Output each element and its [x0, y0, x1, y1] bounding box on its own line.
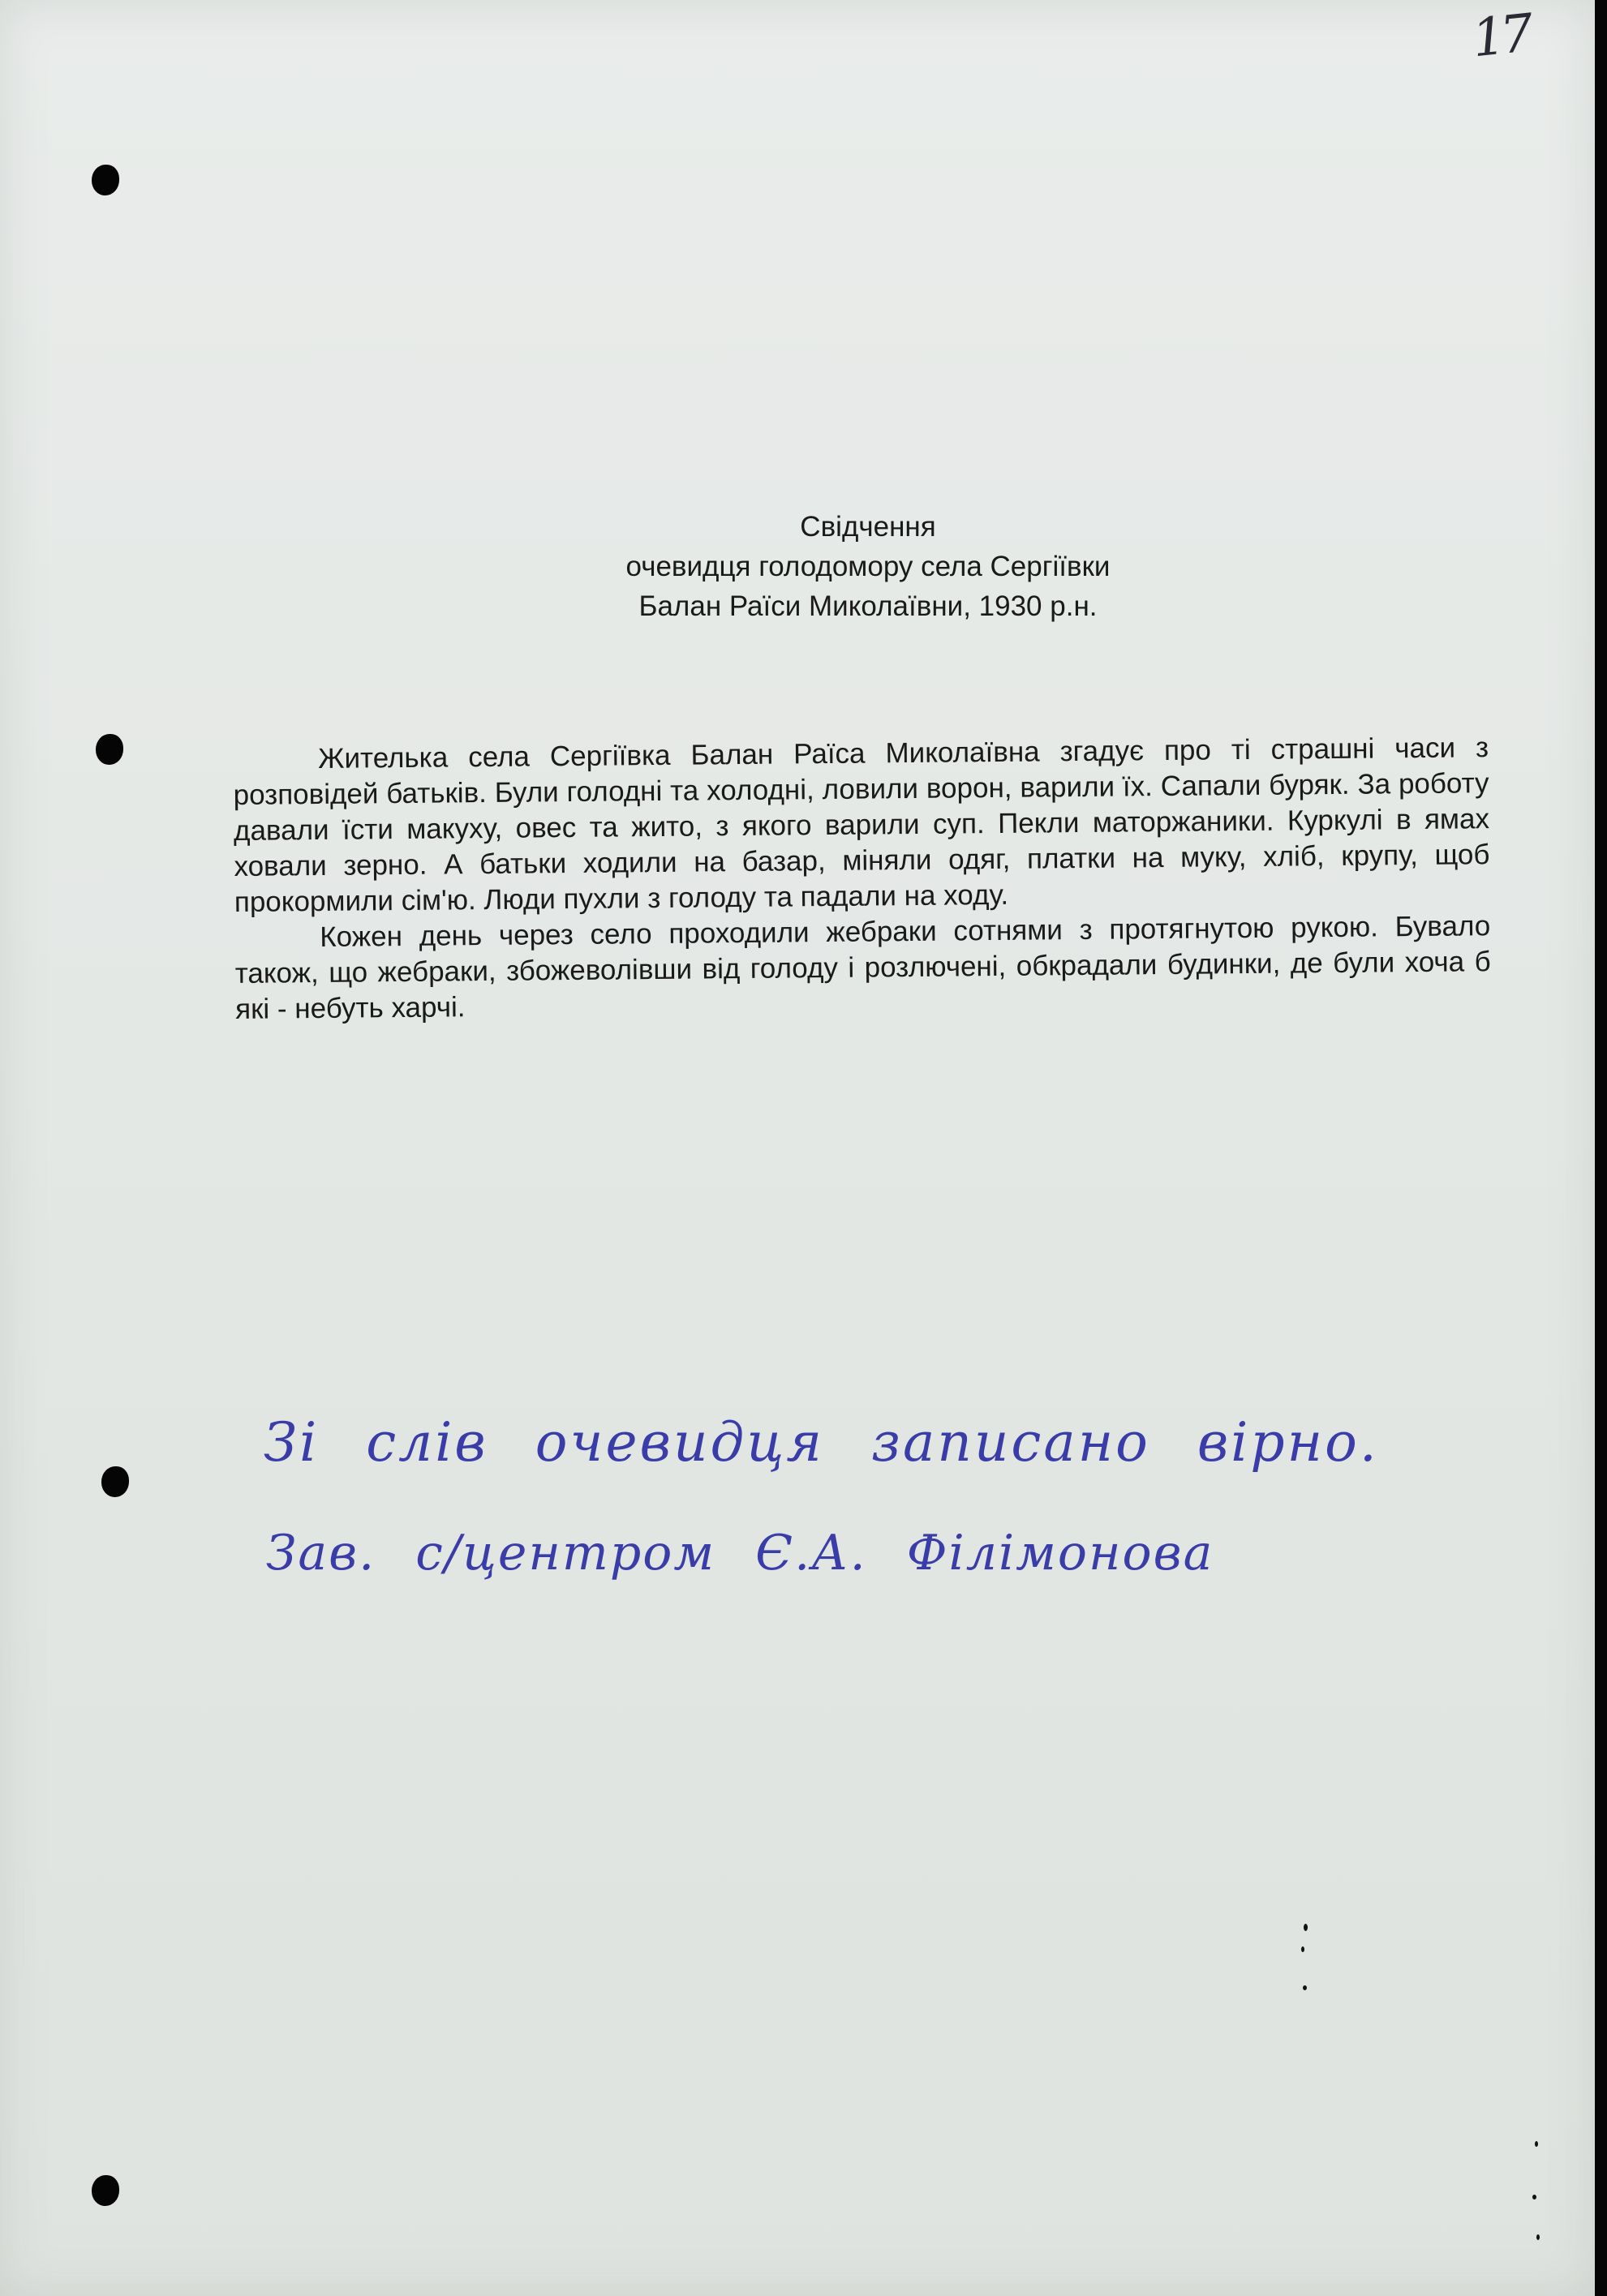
document-heading: [487, 507, 1249, 626]
handwritten-signature-line: Зав. с/центром Є.А. Філімонова: [266, 1525, 1214, 1581]
paper-speck: [1535, 2141, 1538, 2147]
scan-edge: [1595, 0, 1607, 2296]
testimony-body: [233, 730, 1491, 1028]
paper-speck: [1304, 1924, 1308, 1931]
punch-hole-1: [92, 165, 119, 195]
punch-hole-3: [101, 1466, 129, 1497]
paper-speck: [1303, 1985, 1307, 1990]
heading-witness: Балан Раїси Миколаївни, 1930 р.н.: [638, 590, 1098, 622]
heading-title: Свідчення: [800, 511, 936, 543]
punch-hole-4: [92, 2175, 119, 2206]
punch-hole-2: [96, 734, 123, 765]
paper-speck: [1536, 2234, 1540, 2240]
testimony-paragraph-2: Кожен день через село проходили жебраки сотнями з протягнутою рукою. Бувало також, що жебраки, збожеволівши від голоду і розлючені, обкрадали будинки, де були хоча б які - небуть харчі.: [234, 910, 1491, 1025]
page-number: 17: [1469, 3, 1532, 70]
paper-speck: [1532, 2195, 1536, 2199]
paper-speck: [1301, 1946, 1304, 1952]
testimony-paragraph-1: Жителька села Сергіївка Балан Раїса Миколаївна згадує про ті страшні часи з розповідей батьків. Були голодні та холодні, ловили ворон, варили їх. Сапали буряк. За роботу давали їсти макуху, овес та жито, з якого варили суп. Пекли маторжаники. Куркулі в ямах ховали зерно. А батьки ходили на базар, міняли одяг, платки на муку, хліб, крупу, щоб прокормили сім'ю. Люди пухли з голоду та падали на ходу.: [233, 732, 1490, 918]
heading-subtitle: очевидця голодомору села Сергіївки: [625, 551, 1111, 582]
handwritten-certification: Зі слів очевидця записано вірно.: [264, 1411, 1379, 1474]
